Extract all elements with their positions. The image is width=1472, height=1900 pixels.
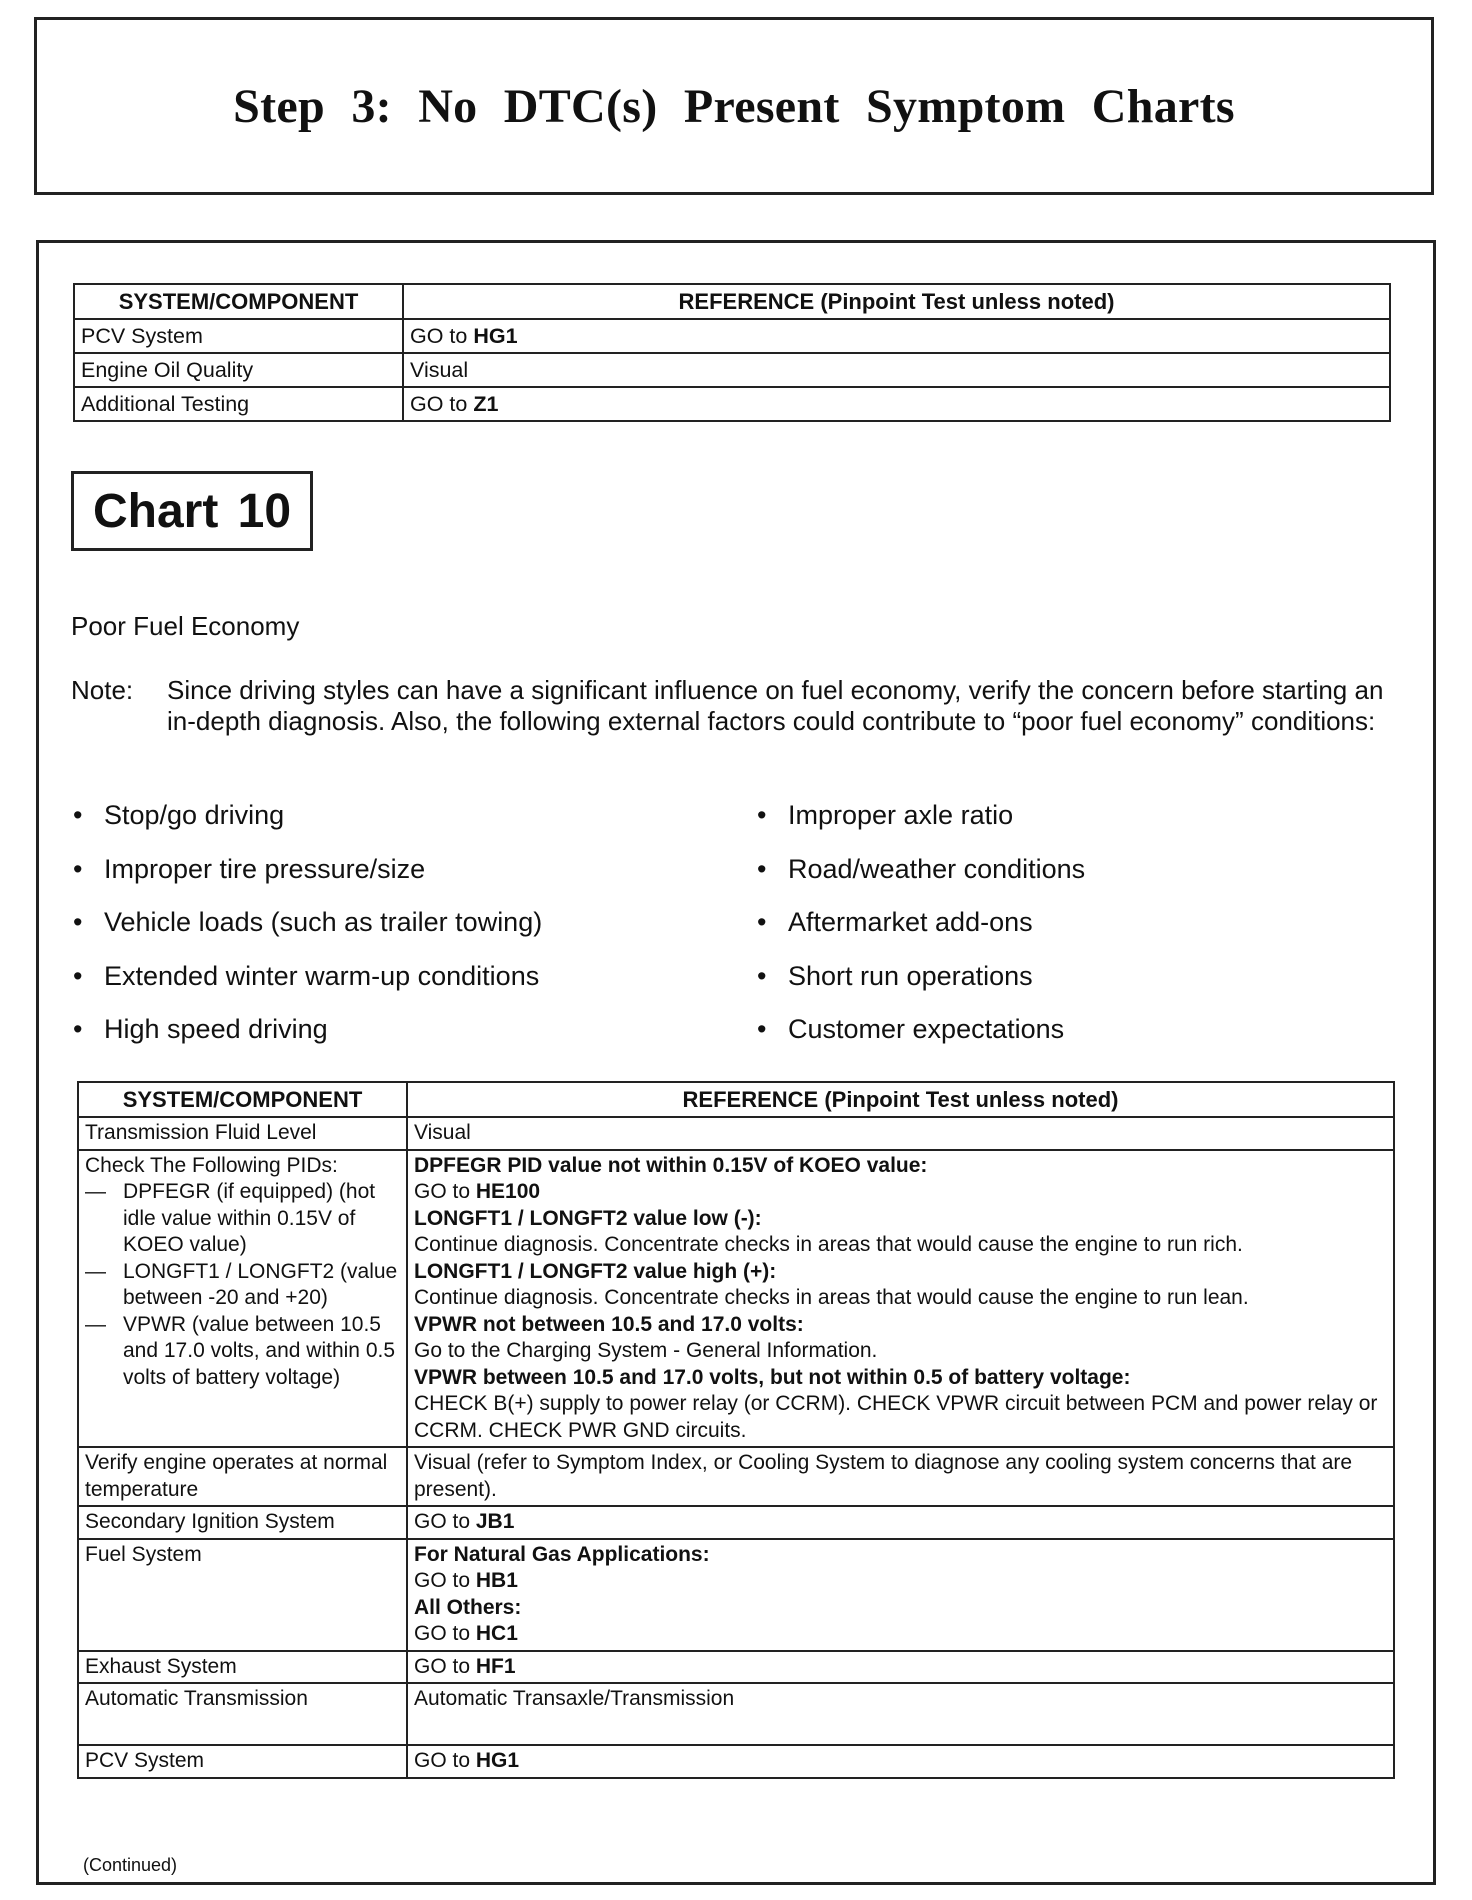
component-cell: PCV System	[78, 1745, 407, 1778]
pid-text: DPFEGR (if equipped) (hot idle value within 0.15V of KOEO value)	[123, 1180, 376, 1256]
factors-list-right	[757, 799, 1085, 1067]
condition-heading: VPWR not between 10.5 and 17.0 volts:	[414, 1312, 804, 1336]
action-text: Continue diagnosis. Concentrate checks in areas that would cause the engine to run lean.	[414, 1286, 1249, 1309]
reference-cell: Visual	[403, 353, 1390, 387]
table-row	[74, 319, 1390, 353]
reference-cell: Automatic Transaxle/Transmission	[407, 1683, 1394, 1745]
condition-heading: VPWR between 10.5 and 17.0 volts, but not within 0.5 of battery voltage:	[414, 1365, 1131, 1389]
table-row	[74, 353, 1390, 387]
component-cell	[78, 1150, 407, 1448]
dash-marker: —	[85, 1180, 106, 1203]
component-cell: Engine Oil Quality	[74, 353, 403, 387]
reference-cell: GO to HG1	[403, 319, 1390, 353]
test-code: HB1	[475, 1569, 518, 1592]
reference-table-top	[73, 283, 1391, 422]
column-header-reference: REFERENCE (Pinpoint Test unless noted)	[403, 284, 1390, 319]
test-code: HC1	[475, 1622, 518, 1645]
list-item: • High speed driving	[73, 1013, 542, 1067]
list-item: • Stop/go driving	[73, 799, 542, 853]
test-code: HE100	[475, 1180, 541, 1203]
pids-title: Check The Following PIDs:	[85, 1153, 338, 1177]
reference-cell: GO to HF1	[407, 1651, 1394, 1684]
test-code: HF1	[475, 1654, 516, 1678]
dash-marker: —	[85, 1312, 106, 1336]
condition-heading: All Others:	[414, 1595, 522, 1619]
pid-entry	[85, 1259, 400, 1312]
continued-label: (Continued)	[83, 1855, 178, 1875]
test-code: HG1	[473, 324, 518, 348]
pid-text: VPWR (value between 10.5 and 17.0 volts, and within 0.5 volts of battery voltage)	[123, 1312, 396, 1389]
component-cell: Verify engine operates at normal temperature	[78, 1447, 407, 1506]
dash-marker: —	[85, 1259, 106, 1283]
column-header-reference: REFERENCE (Pinpoint Test unless noted)	[407, 1082, 1394, 1117]
table-row	[78, 1150, 1394, 1448]
table-row	[78, 1651, 1394, 1684]
condition-heading: LONGFT1 / LONGFT2 value high (+):	[414, 1259, 777, 1283]
table-row	[78, 1539, 1394, 1651]
table-row	[74, 387, 1390, 421]
page-title: Step 3: No DTC(s) Present Symptom Charts	[233, 79, 1235, 133]
chart-subtitle: Poor Fuel Economy	[71, 611, 300, 641]
reference-cell: GO to Z1	[403, 387, 1390, 421]
column-header-component: SYSTEM/COMPONENT	[78, 1082, 407, 1117]
table-row	[78, 1506, 1394, 1539]
condition-heading: For Natural Gas Applications:	[414, 1542, 710, 1566]
column-header-component: SYSTEM/COMPONENT	[74, 284, 403, 319]
reference-cell: DPFEGR PID value not within 0.15V of KOEO value: GO to HE100 LONGFT1 / LONGFT2 value low (-): Continue diagnosis. Concentrate checks in areas that would cause the engine to run rich. LONGFT1 / LONGFT2 value high (+): Continue diagnosis. Concentrate checks in areas that would cause the engine to run lean. VPWR not between 10.5 and 17.0 volts: Go to the Charging System - General Information. VPWR between 10.5 and 17.0 volts, but not within 0.5 of battery voltage: CHECK B(+) supply to power relay (or CCRM). CHECK VPWR circuit between PCM and power relay or CCRM. CHECK PWR GND circuits.	[407, 1150, 1394, 1448]
component-cell: Exhaust System	[78, 1651, 407, 1684]
test-code: JB1	[475, 1510, 515, 1533]
reference-cell: GO to HG1	[407, 1745, 1394, 1778]
pid-entry	[85, 1179, 400, 1259]
page-header	[34, 17, 1434, 195]
list-item: • Improper tire pressure/size	[73, 853, 542, 907]
note-label: Note:	[71, 675, 134, 705]
note	[71, 675, 1401, 737]
reference-cell: Visual	[407, 1117, 1394, 1150]
component-cell: Automatic Transmission	[78, 1683, 407, 1745]
reference-cell: GO to JB1	[407, 1506, 1394, 1539]
condition-heading: LONGFT1 / LONGFT2 value low (-):	[414, 1206, 762, 1230]
component-cell: Additional Testing	[74, 387, 403, 421]
table-header-row	[74, 284, 1390, 319]
table-row	[78, 1683, 1394, 1745]
reference-cell: Visual (refer to Symptom Index, or Cooling System to diagnose any cooling system concerns that are present).	[407, 1447, 1394, 1506]
table-row	[78, 1117, 1394, 1150]
component-cell: Fuel System	[78, 1539, 407, 1651]
list-item: • Road/weather conditions	[757, 853, 1085, 907]
table-header-row	[78, 1082, 1394, 1117]
list-item: • Extended winter warm-up conditions	[73, 960, 542, 1014]
table-row	[78, 1745, 1394, 1778]
component-cell: Transmission Fluid Level	[78, 1117, 407, 1150]
list-item: • Aftermarket add-ons	[757, 906, 1085, 960]
chart-label: Chart 10	[92, 484, 292, 538]
reference-cell: For Natural Gas Applications: GO to HB1 All Others: GO to HC1	[407, 1539, 1394, 1651]
reference-table-main	[77, 1081, 1395, 1779]
pid-entry	[85, 1312, 400, 1392]
component-cell: PCV System	[74, 319, 403, 353]
condition-heading: DPFEGR PID value not within 0.15V of KOEO value:	[414, 1153, 928, 1177]
action-text: Go to the Charging System - General Information.	[414, 1339, 878, 1362]
factors-list-left	[73, 799, 542, 1067]
test-code: Z1	[473, 392, 499, 416]
component-cell: Secondary Ignition System	[78, 1506, 407, 1539]
list-item: • Improper axle ratio	[757, 799, 1085, 853]
list-item: • Vehicle loads (such as trailer towing)	[73, 906, 542, 960]
pid-text: LONGFT1 / LONGFT2 (value between -20 and +20)	[123, 1259, 398, 1309]
note-text: Since driving styles can have a significant influence on fuel economy, verify the concern before starting an in-depth diagnosis. Also, the following external factors could contribute to “poor fuel economy” conditions:	[167, 675, 1384, 736]
action-text: Continue diagnosis. Concentrate checks in areas that would cause the engine to run rich.	[414, 1233, 1243, 1256]
chart-label-box	[71, 471, 313, 551]
table-row	[78, 1447, 1394, 1506]
content-panel	[36, 240, 1436, 1885]
list-item: • Short run operations	[757, 960, 1085, 1014]
list-item: • Customer expectations	[757, 1013, 1085, 1067]
test-code: HG1	[475, 1749, 520, 1772]
action-text: CHECK B(+) supply to power relay (or CCRM). CHECK VPWR circuit between PCM and power relay or CCRM. CHECK PWR GND circuits.	[414, 1392, 1378, 1442]
